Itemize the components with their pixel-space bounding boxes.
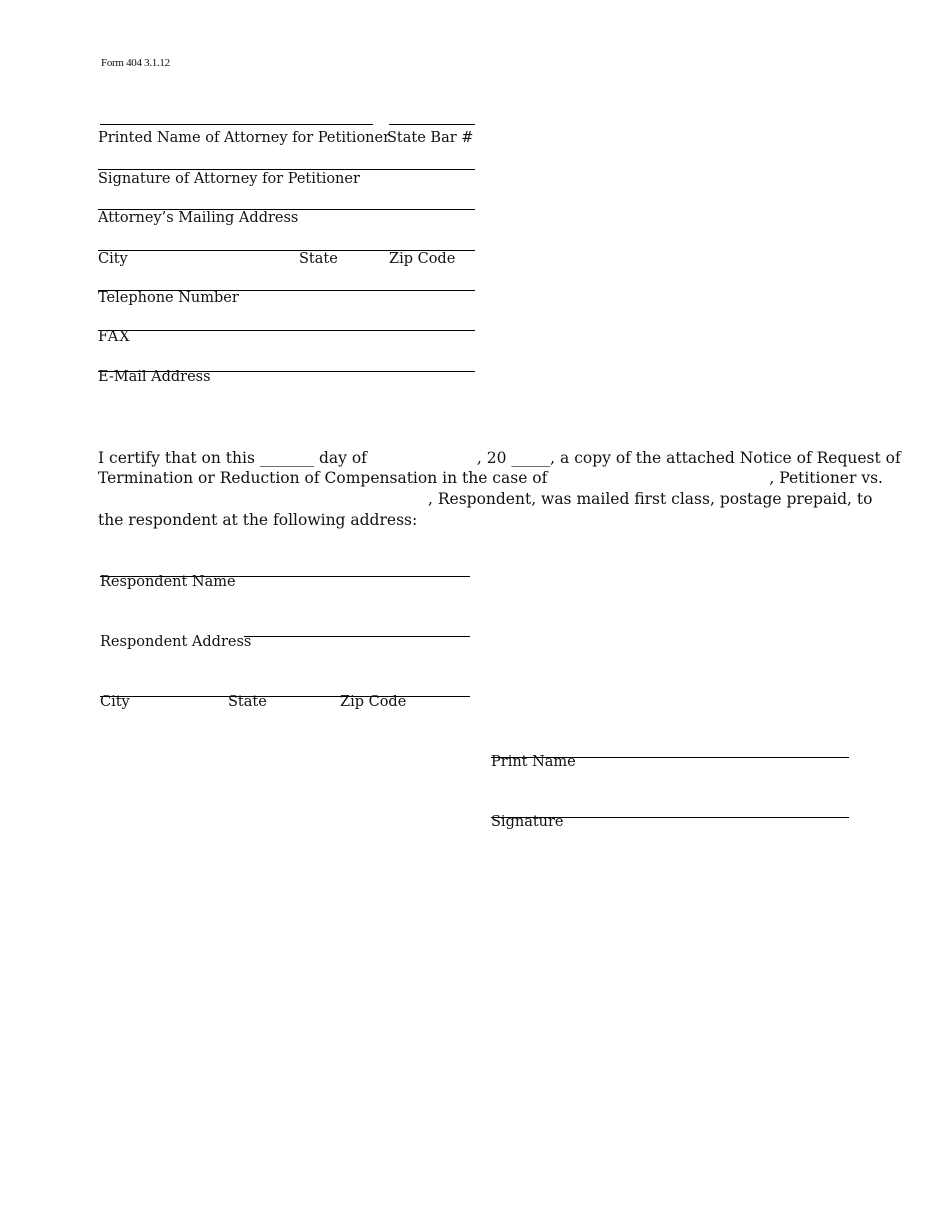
respondent-city-state-zip-line[interactable] [100, 696, 470, 697]
certificate-line-2-end: , Petitioner vs. [769, 469, 883, 487]
respondent-address-line[interactable] [244, 636, 470, 637]
certificate-line-3-text: , Respondent, was mailed first class, postage prepaid, to [428, 490, 873, 508]
attorney-name-line[interactable] [100, 124, 373, 125]
attorney-name-label: Printed Name of Attorney for Petitioner [98, 130, 391, 146]
email-label: E-Mail Address [98, 369, 211, 385]
attorney-city-label: City [98, 251, 128, 267]
certificate-line-4 [98, 511, 417, 529]
certificate-line-1-start: I certify that on this _______ day of [98, 449, 367, 467]
mailing-address-label: Attorney’s Mailing Address [98, 210, 299, 226]
certificate-line-4-text: the respondent at the following address: [98, 511, 418, 529]
respondent-zip-label: Zip Code [340, 694, 407, 710]
respondent-name-label: Respondent Name [100, 574, 236, 590]
fax-line[interactable] [98, 330, 475, 331]
certificate-line-1 [98, 449, 901, 467]
print-name-label: Print Name [491, 754, 576, 770]
certificate-line-2-start: Termination or Reduction of Compensation in the case of [98, 469, 548, 487]
state-bar-label: State Bar # [387, 130, 474, 146]
attorney-zip-label: Zip Code [389, 251, 456, 267]
certificate-line-3 [428, 490, 872, 508]
respondent-state-label: State [228, 694, 267, 710]
attorney-state-label: State [299, 251, 338, 267]
fax-label: FAX [98, 329, 131, 345]
form-id: Form 404 3.1.12 [101, 57, 170, 69]
telephone-label: Telephone Number [98, 290, 239, 306]
certificate-line-2 [98, 469, 883, 487]
signature-label: Signature [491, 814, 564, 830]
state-bar-line[interactable] [389, 124, 475, 125]
respondent-address-label: Respondent Address [100, 634, 252, 650]
certificate-line-1-end: , 20 _____, a copy of the attached Notice of Request of [476, 449, 901, 467]
respondent-city-label: City [100, 694, 130, 710]
attorney-signature-label: Signature of Attorney for Petitioner [98, 171, 360, 187]
